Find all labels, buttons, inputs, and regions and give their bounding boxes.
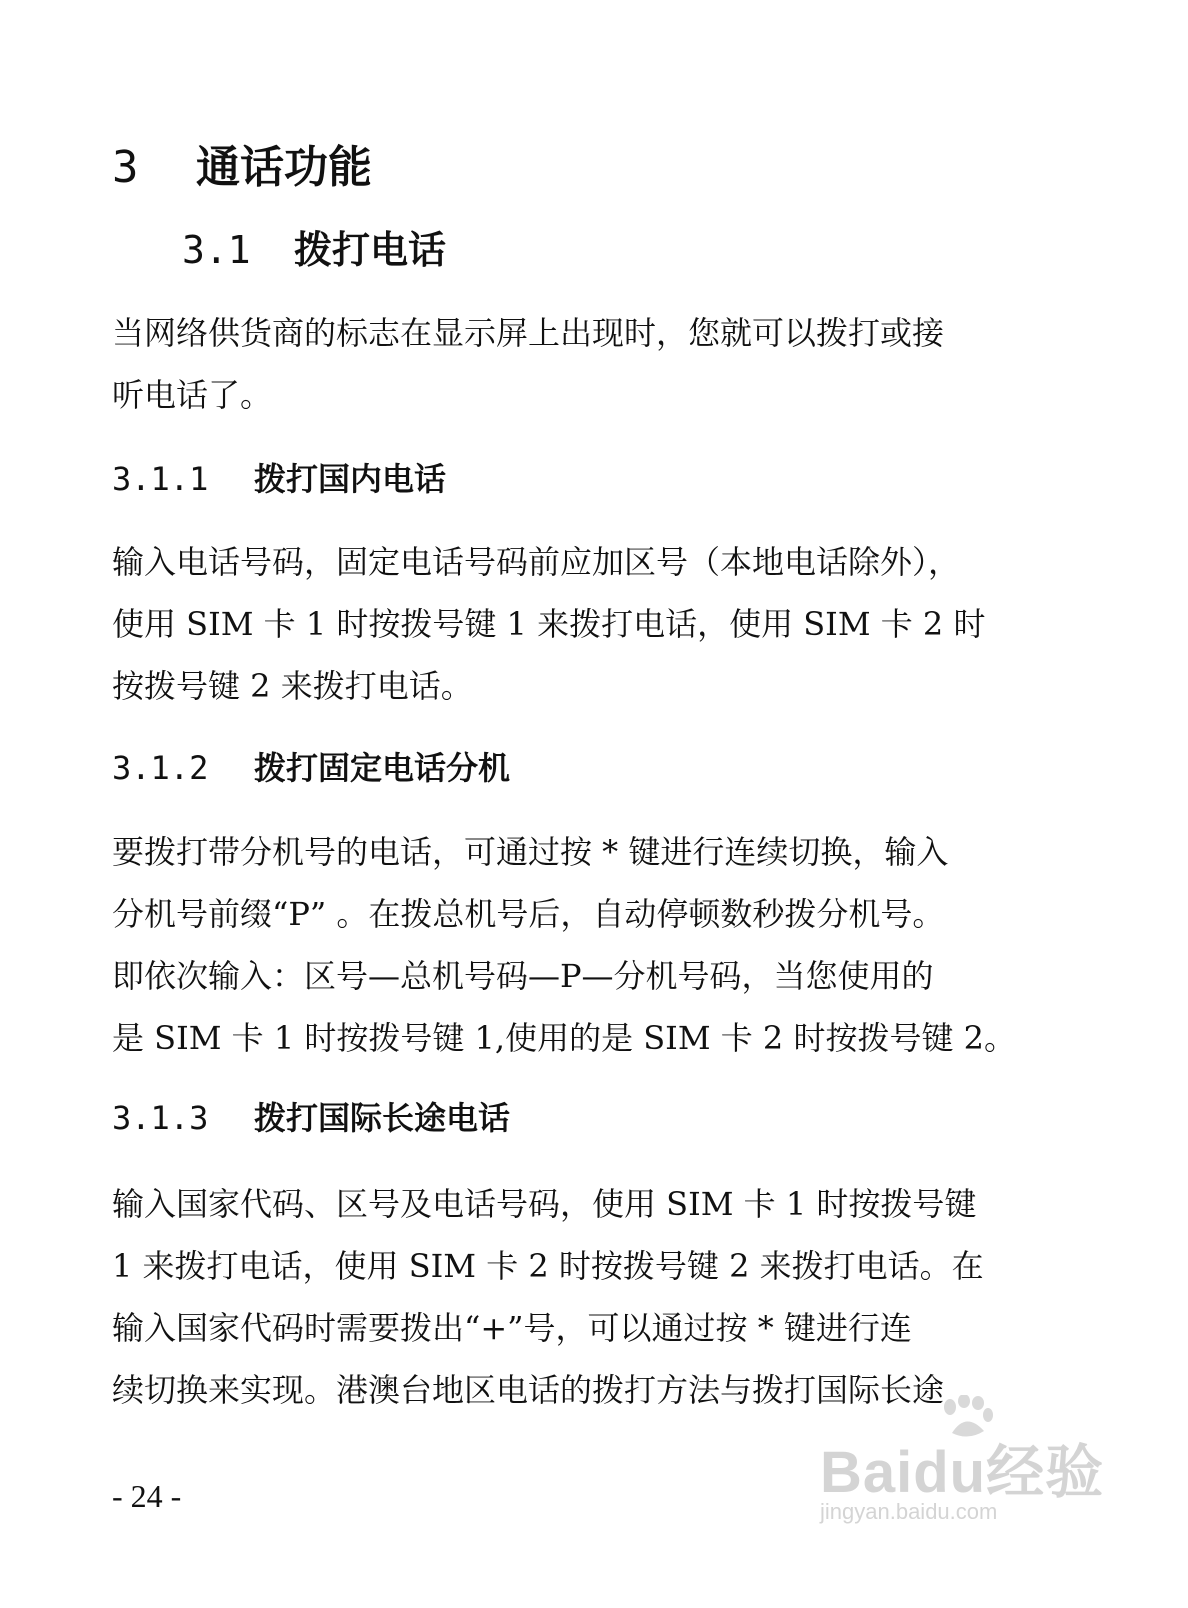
subsection-paragraph-3-1-2 [112,821,1032,1069]
subsection-number: 3.1.1 [112,460,209,498]
paragraph-line: 当网络供货商的标志在显示屏上出现时，您就可以拨打或接 [112,314,945,352]
watermark-brand: Baidu经验 [820,1440,1105,1505]
chapter-number: 3 [112,142,139,193]
paragraph-line: 输入国家代码时需要拨出“+”号，可以通过按 * 键进行连 [112,1309,912,1347]
subsection-heading-3-1-2 [112,746,510,790]
subsection-heading-3-1-1 [112,457,446,501]
subsection-paragraph-3-1-3 [112,1173,1032,1421]
page-number: - 24 - [112,1478,182,1514]
subsection-title: 拨打国际长途电话 [254,1099,511,1137]
baidu-watermark [820,1395,1120,1535]
chapter-heading [112,140,372,196]
subsection-title: 拨打固定电话分机 [254,749,511,787]
subsection-title: 拨打国内电话 [254,460,447,498]
paragraph-line: 听电话了。 [112,376,273,414]
chapter-title: 通话功能 [196,142,372,193]
subsection-paragraph-3-1-1 [112,531,1032,717]
paragraph-line: 要拨打带分机号的电话，可通过按 * 键进行连续切换，输入 [112,833,949,871]
paragraph-line: 续切换来实现。港澳台地区电话的拨打方法与拨打国际长途 [112,1371,945,1409]
section-heading [182,225,446,275]
paragraph-line: 分机号前缀“P” 。在拨总机号后，自动停顿数秒拨分机号。 [112,895,945,933]
section-title: 拨打电话 [294,227,447,272]
paragraph-line: 即依次输入：区号—总机号码—P—分机号码，当您使用的 [112,957,934,995]
paragraph-line: 1 来拨打电话，使用 SIM 卡 2 时按拨号键 2 来拨打电话。在 [112,1247,984,1285]
paragraph-line: 是 SIM 卡 1 时按拨号键 1,使用的是 SIM 卡 2 时按拨号键 2。 [112,1019,1016,1057]
paragraph-line: 使用 SIM 卡 1 时按拨号键 1 来拨打电话，使用 SIM 卡 2 时 [112,605,986,643]
paragraph-line: 按拨号键 2 来拨打电话。 [112,667,473,705]
section-number: 3.1 [182,228,251,272]
subsection-number: 3.1.3 [112,1099,209,1137]
intro-paragraph [112,302,1032,426]
paragraph-line: 输入国家代码、区号及电话号码，使用 SIM 卡 1 时按拨号键 [112,1185,977,1223]
watermark-url: jingyan.baidu.com [820,1499,998,1524]
paragraph-line: 输入电话号码，固定电话号码前应加区号（本地电话除外）， [112,543,961,581]
subsection-heading-3-1-3 [112,1096,510,1140]
subsection-number: 3.1.2 [112,749,209,787]
